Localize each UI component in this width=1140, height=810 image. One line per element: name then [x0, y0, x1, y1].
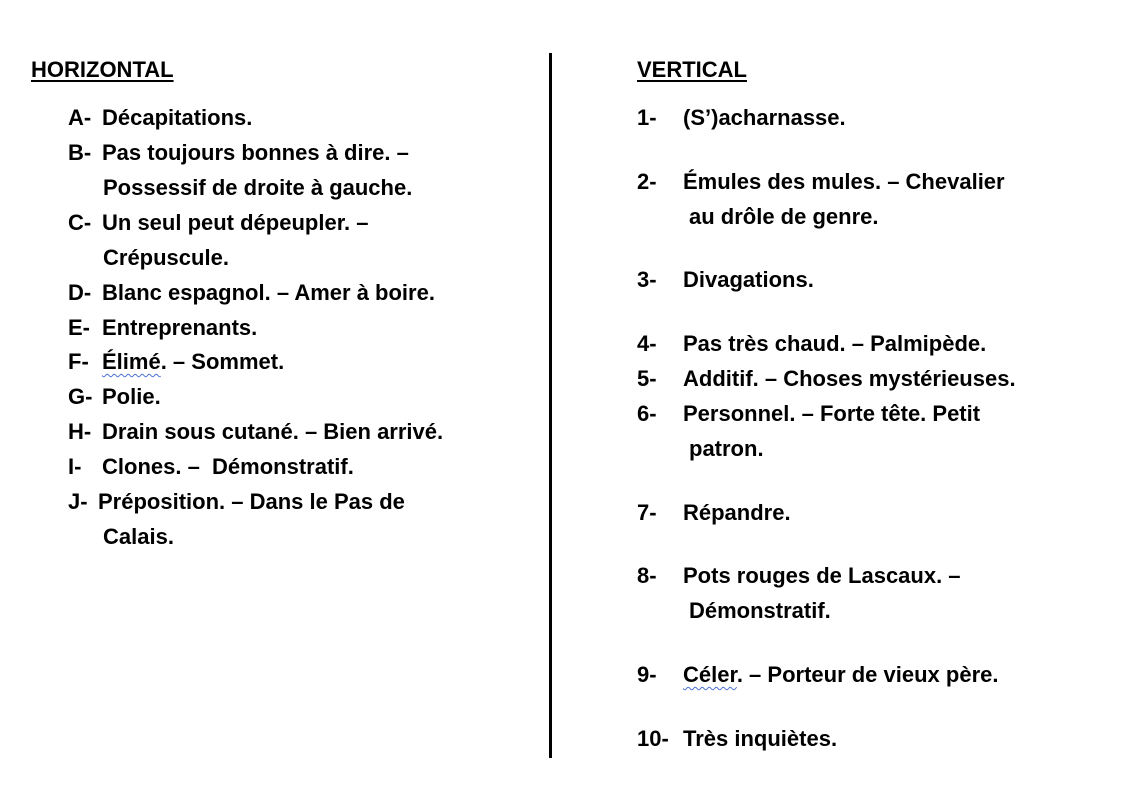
clue-label: 7-	[637, 500, 657, 525]
clue-label: 6-	[637, 401, 657, 426]
vertical-clue-2	[637, 165, 1005, 199]
vertical-clue-6-continuation: patron.	[689, 436, 764, 461]
clue-label: 1-	[637, 105, 657, 130]
horizontal-clue-i	[68, 450, 354, 484]
clue-text: Drain sous cutané. – Bien arrivé.	[102, 419, 444, 444]
clue-text	[683, 658, 999, 692]
clue-label: 3-	[637, 267, 657, 292]
clue-text-rest: . – Porteur de vieux père.	[736, 662, 999, 687]
clue-label: G-	[68, 384, 93, 409]
vertical-clue-8	[637, 559, 961, 593]
clue-label: D-	[68, 280, 92, 305]
horizontal-clue-f	[68, 345, 284, 379]
clue-text: Répandre.	[683, 500, 791, 525]
clue-text: Très inquiètes.	[683, 726, 838, 751]
clue-label: 4-	[637, 331, 657, 356]
column-divider	[549, 53, 552, 758]
clue-text: Pas très chaud. – Palmipède.	[683, 331, 987, 356]
clue-text: Personnel. – Forte tête. Petit	[683, 401, 981, 426]
horizontal-clue-j	[68, 485, 405, 519]
clue-text: Polie.	[102, 384, 161, 409]
horizontal-clue-d	[68, 276, 435, 310]
vertical-clue-10	[637, 722, 837, 756]
vertical-clue-8-continuation: Démonstratif.	[689, 598, 831, 623]
clue-text: Clones. – Démonstratif.	[102, 454, 354, 479]
clue-text: Décapitations.	[102, 105, 253, 130]
clue-text: Entreprenants.	[102, 315, 258, 340]
clue-label: 2-	[637, 169, 657, 194]
clue-label: H-	[68, 419, 92, 444]
horizontal-clue-j-continuation: Calais.	[103, 524, 174, 549]
horizontal-clue-e	[68, 311, 257, 345]
horizontal-clue-c-continuation: Crépuscule.	[103, 245, 229, 270]
horizontal-clue-a	[68, 101, 252, 135]
vertical-clue-3	[637, 263, 814, 297]
clue-label: E-	[68, 315, 90, 340]
clue-text: Blanc espagnol. – Amer à boire.	[102, 280, 435, 305]
clue-label: 9-	[637, 662, 657, 687]
clue-text-rest: . – Sommet.	[160, 349, 285, 374]
horizontal-heading: HORIZONTAL	[31, 57, 174, 82]
vertical-heading: VERTICAL	[637, 57, 747, 82]
clue-label: 8-	[637, 563, 657, 588]
vertical-clue-5	[637, 362, 1016, 396]
clue-text: Un seul peut dépeupler. –	[102, 210, 369, 235]
vertical-clue-2-continuation: au drôle de genre.	[689, 204, 879, 229]
clue-text: Divagations.	[683, 267, 814, 292]
vertical-clue-1	[637, 101, 846, 135]
clue-label: J-	[68, 489, 88, 514]
clue-text: (S’)acharnasse.	[683, 105, 846, 130]
vertical-clue-4	[637, 327, 986, 361]
clue-text: Pots rouges de Lascaux. –	[683, 563, 961, 588]
clue-text: Émules des mules. – Chevalier	[683, 169, 1005, 194]
spellcheck-word: Élimé	[102, 349, 161, 374]
vertical-clue-6	[637, 397, 980, 431]
clue-label: C-	[68, 210, 92, 235]
horizontal-clue-g	[68, 380, 161, 414]
horizontal-clue-c	[68, 206, 369, 240]
clue-label: B-	[68, 140, 92, 165]
clue-label: F-	[68, 349, 89, 374]
horizontal-clue-b-continuation: Possessif de droite à gauche.	[103, 175, 413, 200]
clue-label: 10-	[637, 726, 669, 751]
clue-text: Pas toujours bonnes à dire. –	[102, 140, 409, 165]
clue-text: Préposition. – Dans le Pas de	[98, 489, 405, 514]
spellcheck-word: Céler	[683, 662, 737, 687]
clue-label: A-	[68, 105, 92, 130]
horizontal-clue-h	[68, 415, 443, 449]
horizontal-clue-b	[68, 136, 409, 170]
vertical-clue-7	[637, 496, 791, 530]
vertical-clue-9	[637, 658, 999, 692]
clue-label: 5-	[637, 366, 657, 391]
clue-text	[102, 345, 284, 379]
clue-label: I-	[68, 454, 82, 479]
clue-text: Additif. – Choses mystérieuses.	[683, 366, 1016, 391]
